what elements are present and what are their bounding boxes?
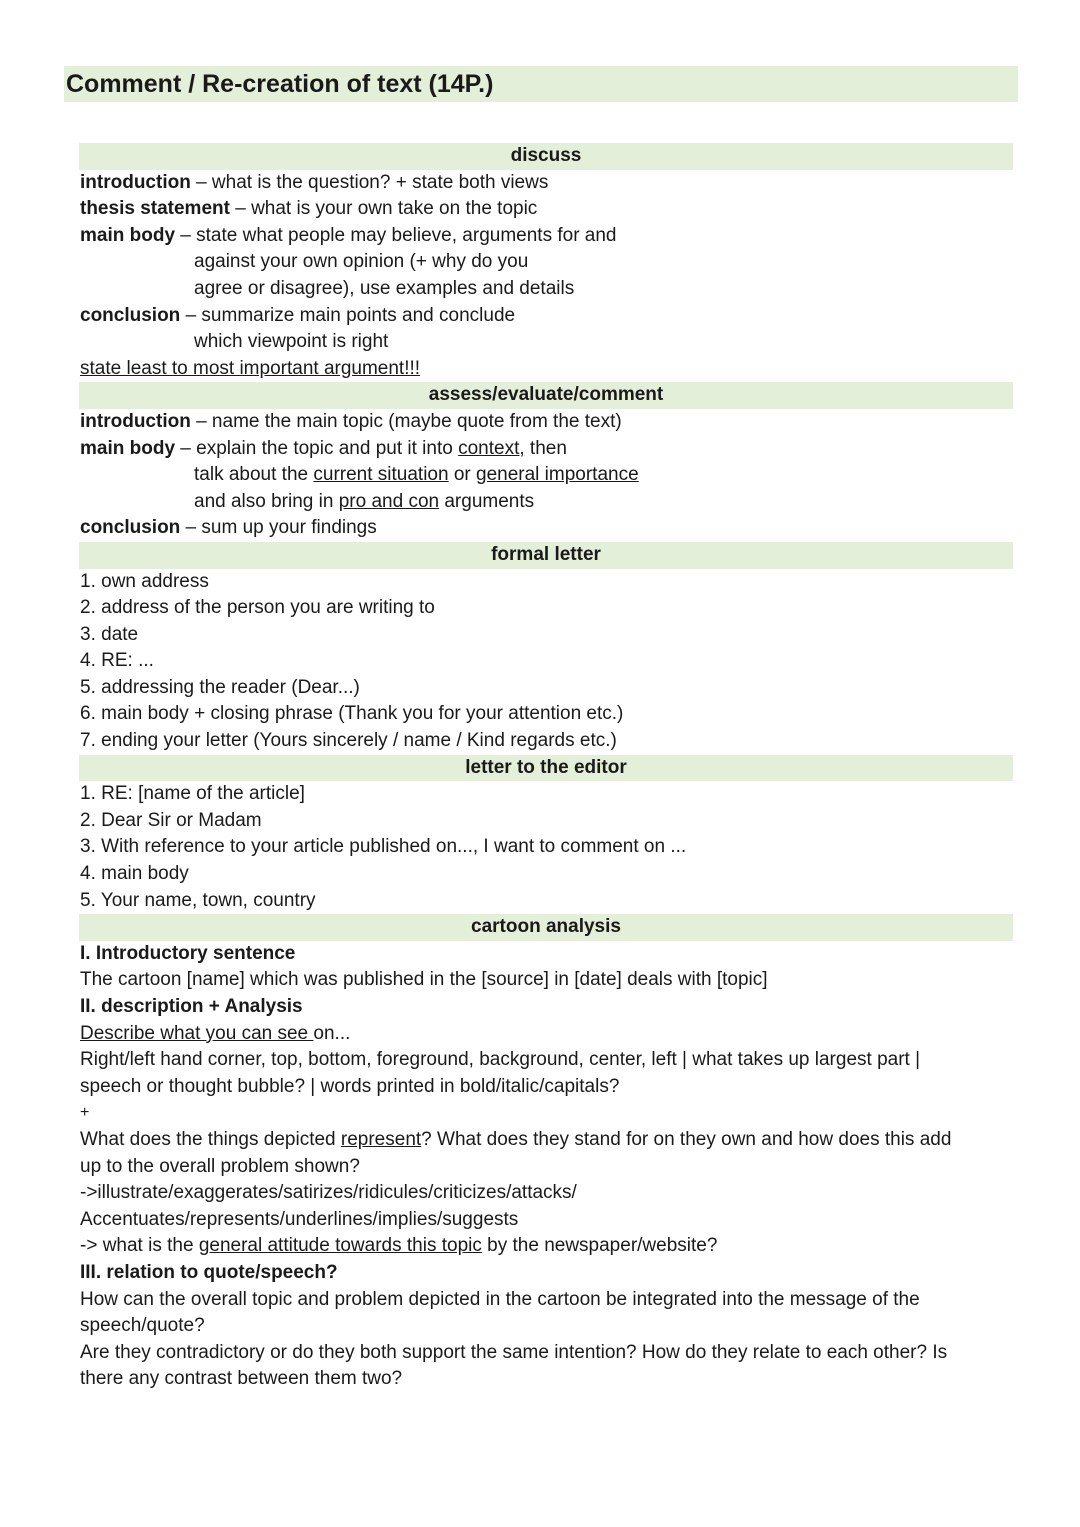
- text: – summarize main points and conclude: [180, 304, 516, 326]
- cartoon-verbs-cont: Accentuates/represents/underlines/implies/suggests: [80, 1208, 519, 1230]
- text: then: [524, 437, 567, 459]
- list-item: 6. main body + closing phrase (Thank you for your attention etc.): [80, 703, 624, 725]
- text: Describe what you can see: [80, 1022, 314, 1044]
- cartoon-describe: [80, 1021, 1012, 1048]
- discuss-conclusion-cont: which viewpoint is right: [194, 331, 389, 353]
- discuss-conclusion: [80, 303, 1012, 330]
- cartoon-attitude: [80, 1233, 1012, 1260]
- discuss-main-body-cont: agree or disagree), use examples and details: [194, 277, 575, 299]
- list-item: 5. Your name, town, country: [80, 889, 316, 911]
- text: – name the main topic (maybe quote from the text): [190, 410, 622, 432]
- page-title: Comment / Re-creation of text (14P.): [66, 70, 494, 98]
- text: represent: [340, 1128, 422, 1150]
- plus-sign: +: [80, 1104, 90, 1122]
- assess-main-body-cont: [80, 489, 1012, 516]
- text: arguments: [439, 490, 535, 512]
- cartoon-question: [80, 1127, 1012, 1154]
- text: – sum up your findings: [180, 517, 377, 539]
- text: and also bring in: [194, 490, 339, 512]
- list-item: 1. RE: [name of the article]: [80, 783, 305, 805]
- text: general attitude towards this topic: [198, 1235, 482, 1257]
- cartoon-section-3-text: How can the overall topic and problem depicted in the cartoon be integrated into the message of the: [80, 1288, 920, 1310]
- assess-main-body-cont: [80, 462, 1012, 489]
- label: introduction: [80, 410, 191, 432]
- text: by the newspaper/website?: [481, 1235, 718, 1257]
- text: – what is your own take on the topic: [229, 198, 538, 220]
- text: general importance: [476, 464, 639, 486]
- text: – explain the topic and put it into: [175, 437, 459, 459]
- text: What does the things depicted: [80, 1128, 341, 1150]
- cartoon-verbs: ->illustrate/exaggerates/satirizes/ridicules/criticizes/attacks/: [80, 1182, 577, 1204]
- discuss-note: state least to most important argument!!!: [80, 357, 421, 379]
- section-heading-cartoon: cartoon analysis: [79, 914, 1013, 941]
- list-item: 4. main body: [80, 863, 189, 885]
- cartoon-question-cont: up to the overall problem shown?: [80, 1155, 360, 1177]
- cartoon-section-3-text: speech/quote?: [80, 1315, 205, 1337]
- discuss-thesis: [80, 196, 1012, 223]
- label: conclusion: [80, 304, 181, 326]
- text: – what is the question? + state both views: [190, 171, 549, 193]
- cartoon-positions: Right/left hand corner, top, bottom, foreground, background, center, left | what takes up largest part |: [80, 1049, 921, 1071]
- label: introduction: [80, 171, 191, 193]
- text: current situation: [313, 464, 449, 486]
- discuss-main-body: [80, 223, 1012, 250]
- label: conclusion: [80, 517, 181, 539]
- cartoon-section-1-text: The cartoon [name] which was published in the [source] in [date] deals with [topic]: [80, 969, 768, 991]
- cartoon-section-3-title: III. relation to quote/speech?: [80, 1261, 338, 1283]
- cartoon-positions-cont: speech or thought bubble? | words printed in bold/italic/capitals?: [80, 1075, 620, 1097]
- list-item: 7. ending your letter (Yours sincerely / name / Kind regards etc.): [80, 730, 617, 752]
- cartoon-section-1-title: I. Introductory sentence: [80, 942, 296, 964]
- label: main body: [80, 224, 176, 246]
- text: -> what is the: [80, 1235, 199, 1257]
- discuss-main-body-cont: against your own opinion (+ why do you: [194, 251, 529, 273]
- section-heading-letter-editor: letter to the editor: [79, 755, 1013, 782]
- assess-conclusion: [80, 515, 1012, 542]
- list-item: 4. RE: ...: [80, 650, 154, 672]
- text: or: [448, 464, 477, 486]
- cartoon-section-3-text: there any contrast between them two?: [80, 1368, 403, 1390]
- discuss-introduction: [80, 170, 1012, 197]
- list-item: 2. address of the person you are writing to: [80, 597, 435, 619]
- section-heading-formal-letter: formal letter: [79, 542, 1013, 569]
- title-bar: [64, 66, 1018, 102]
- list-item: 5. addressing the reader (Dear...): [80, 676, 360, 698]
- text: pro and con: [338, 490, 440, 512]
- text: – state what people may believe, arguments for and: [175, 224, 617, 246]
- label: main body: [80, 437, 176, 459]
- list-item: 1. own address: [80, 570, 209, 592]
- text: on...: [313, 1022, 351, 1044]
- cartoon-section-3-text: Are they contradictory or do they both support the same intention? How do they relate to each other? Is: [80, 1341, 948, 1363]
- cartoon-section-2-title: II. description + Analysis: [80, 996, 303, 1017]
- assess-introduction: [80, 409, 1012, 436]
- section-heading-assess: assess/evaluate/comment: [79, 382, 1013, 409]
- list-item: 3. With reference to your article published on..., I want to comment on ...: [80, 836, 687, 858]
- section-heading-discuss: discuss: [79, 143, 1013, 170]
- text: talk about the: [194, 464, 314, 486]
- document-body: [80, 143, 1012, 1393]
- text: ? What does they stand for on they own and how does this add: [421, 1128, 952, 1150]
- assess-main-body: [80, 436, 1012, 463]
- label: thesis statement: [80, 198, 230, 220]
- list-item: 3. date: [80, 623, 139, 645]
- list-item: 2. Dear Sir or Madam: [80, 809, 262, 831]
- text: context,: [458, 437, 525, 459]
